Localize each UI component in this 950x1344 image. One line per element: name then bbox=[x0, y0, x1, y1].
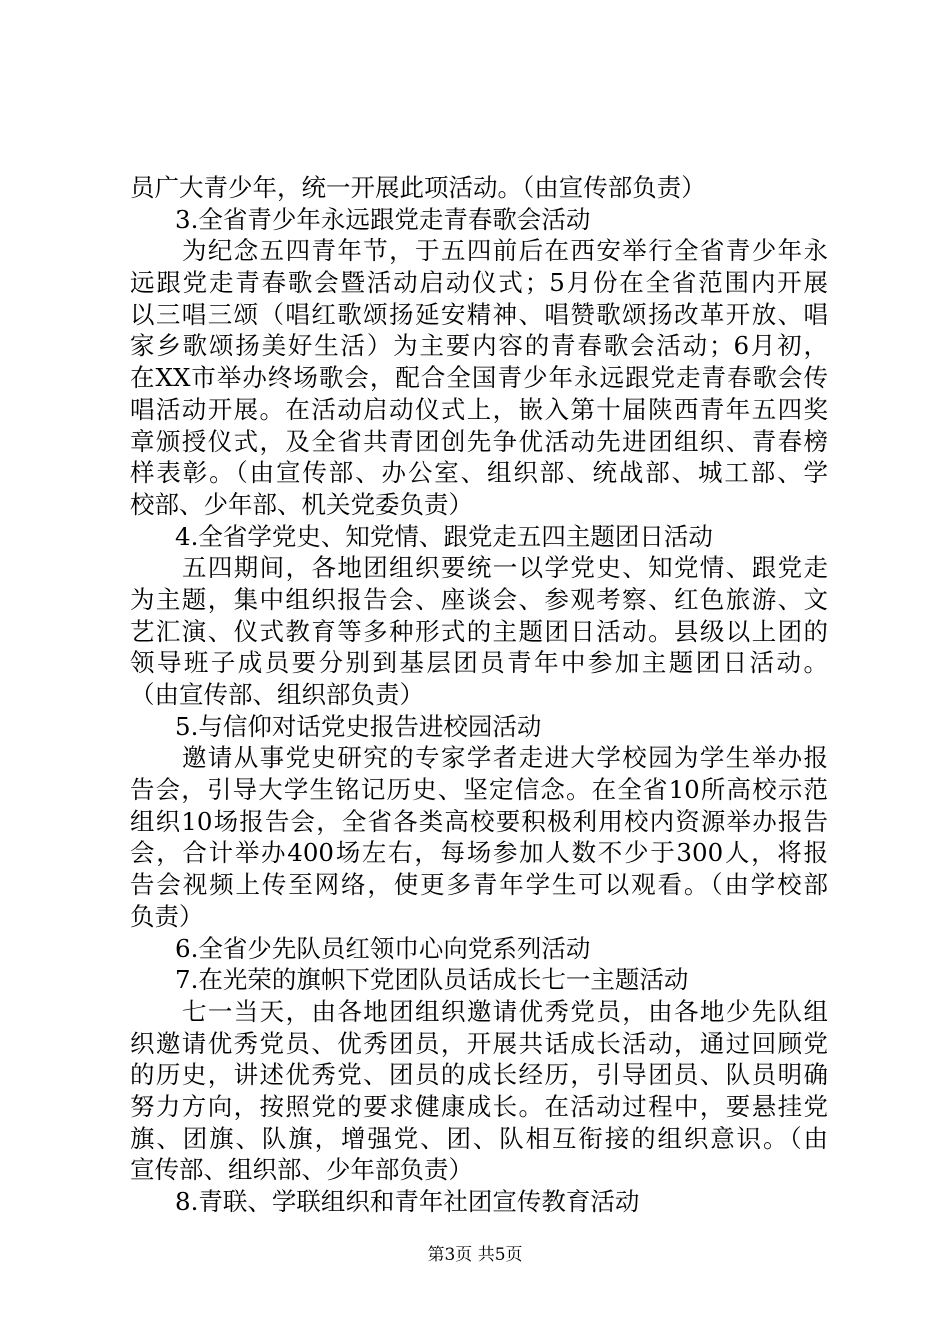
body-line: 旗、团旗、队旗，增强党、团、队相互衔接的组织意识。（由 bbox=[130, 1123, 828, 1153]
body-line: 样表彰。（由宣传部、办公室、组织部、统战部、城工部、学 bbox=[130, 458, 828, 488]
section-heading-3: 3.全省青少年永远跟党走青春歌会活动 bbox=[175, 204, 591, 234]
body-line: 会，合计举办400场左右，每场参加人数不少于300人，将报 bbox=[130, 838, 828, 868]
page-footer: 第3页 共5页 bbox=[427, 1245, 523, 1265]
body-line: 的历史，讲述优秀党、团员的成长经历，引导团员、队员明确 bbox=[130, 1060, 828, 1090]
section-heading-4: 4.全省学党史、知党情、跟党走五四主题团日活动 bbox=[175, 521, 713, 551]
body-line: 组织10场报告会，全省各类高校要积极利用校内资源举办报告 bbox=[130, 806, 828, 836]
body-line: 家乡歌颂扬美好生活）为主要内容的青春歌会活动；6月初， bbox=[130, 331, 828, 361]
section-heading-5: 5.与信仰对话党史报告进校园活动 bbox=[175, 711, 542, 741]
body-line: 告会，引导大学生铭记历史、坚定信念。在全省10所高校示范 bbox=[130, 775, 828, 805]
body-line: 宣传部、组织部、少年部负责） bbox=[130, 1155, 473, 1185]
body-line: 远跟党走青春歌会暨活动启动仪式；5月份在全省范围内开展 bbox=[130, 268, 828, 298]
body-line: 领导班子成员要分别到基层团员青年中参加主题团日活动。 bbox=[130, 648, 828, 678]
body-line: 告会视频上传至网络，使更多青年学生可以观看。（由学校部 bbox=[130, 870, 828, 900]
body-line: 为主题，集中组织报告会、座谈会、参观考察、红色旅游、文 bbox=[130, 584, 828, 614]
body-line: 邀请从事党史研究的专家学者走进大学校园为学生举办报 bbox=[182, 743, 828, 773]
section-heading-7: 7.在光荣的旗帜下党团队员话成长七一主题活动 bbox=[175, 965, 689, 995]
section-heading-8: 8.青联、学联组织和青年社团宣传教育活动 bbox=[175, 1187, 640, 1216]
body-line: 织邀请优秀党员、优秀团员，开展共话成长活动，通过回顾党 bbox=[130, 1028, 828, 1058]
body-line: 章颁授仪式，及全省共青团创先争优活动先进团组织、青春榜 bbox=[130, 426, 828, 456]
body-line: 为纪念五四青年节，于五四前后在西安举行全省青少年永 bbox=[182, 236, 828, 266]
body-line: （由宣传部、组织部负责） bbox=[130, 680, 424, 709]
body-line: 以三唱三颂（唱红歌颂扬延安精神、唱赞歌颂扬改革开放、唱 bbox=[130, 299, 828, 329]
body-line: 艺汇演、仪式教育等多种形式的主题团日活动。县级以上团的 bbox=[130, 616, 828, 646]
body-line: 努力方向，按照党的要求健康成长。在活动过程中，要悬挂党 bbox=[130, 1091, 828, 1121]
body-line: 负责） bbox=[130, 901, 204, 931]
body-line: 在XX市举办终场歌会，配合全国青少年永远跟党走青春歌会传 bbox=[130, 363, 828, 393]
section-heading-6: 6.全省少先队员红领巾心向党系列活动 bbox=[175, 933, 591, 963]
body-line: 唱活动开展。在活动启动仪式上，嵌入第十届陕西青年五四奖 bbox=[130, 394, 828, 424]
body-line: 校部、少年部、机关党委负责） bbox=[130, 489, 473, 519]
body-line: 五四期间，各地团组织要统一以学党史、知党情、跟党走 bbox=[182, 553, 828, 583]
body-line: 七一当天，由各地团组织邀请优秀党员，由各地少先队组 bbox=[182, 996, 828, 1026]
body-line: 员广大青少年，统一开展此项活动。（由宣传部负责） bbox=[130, 173, 706, 202]
document-body bbox=[130, 172, 828, 1218]
